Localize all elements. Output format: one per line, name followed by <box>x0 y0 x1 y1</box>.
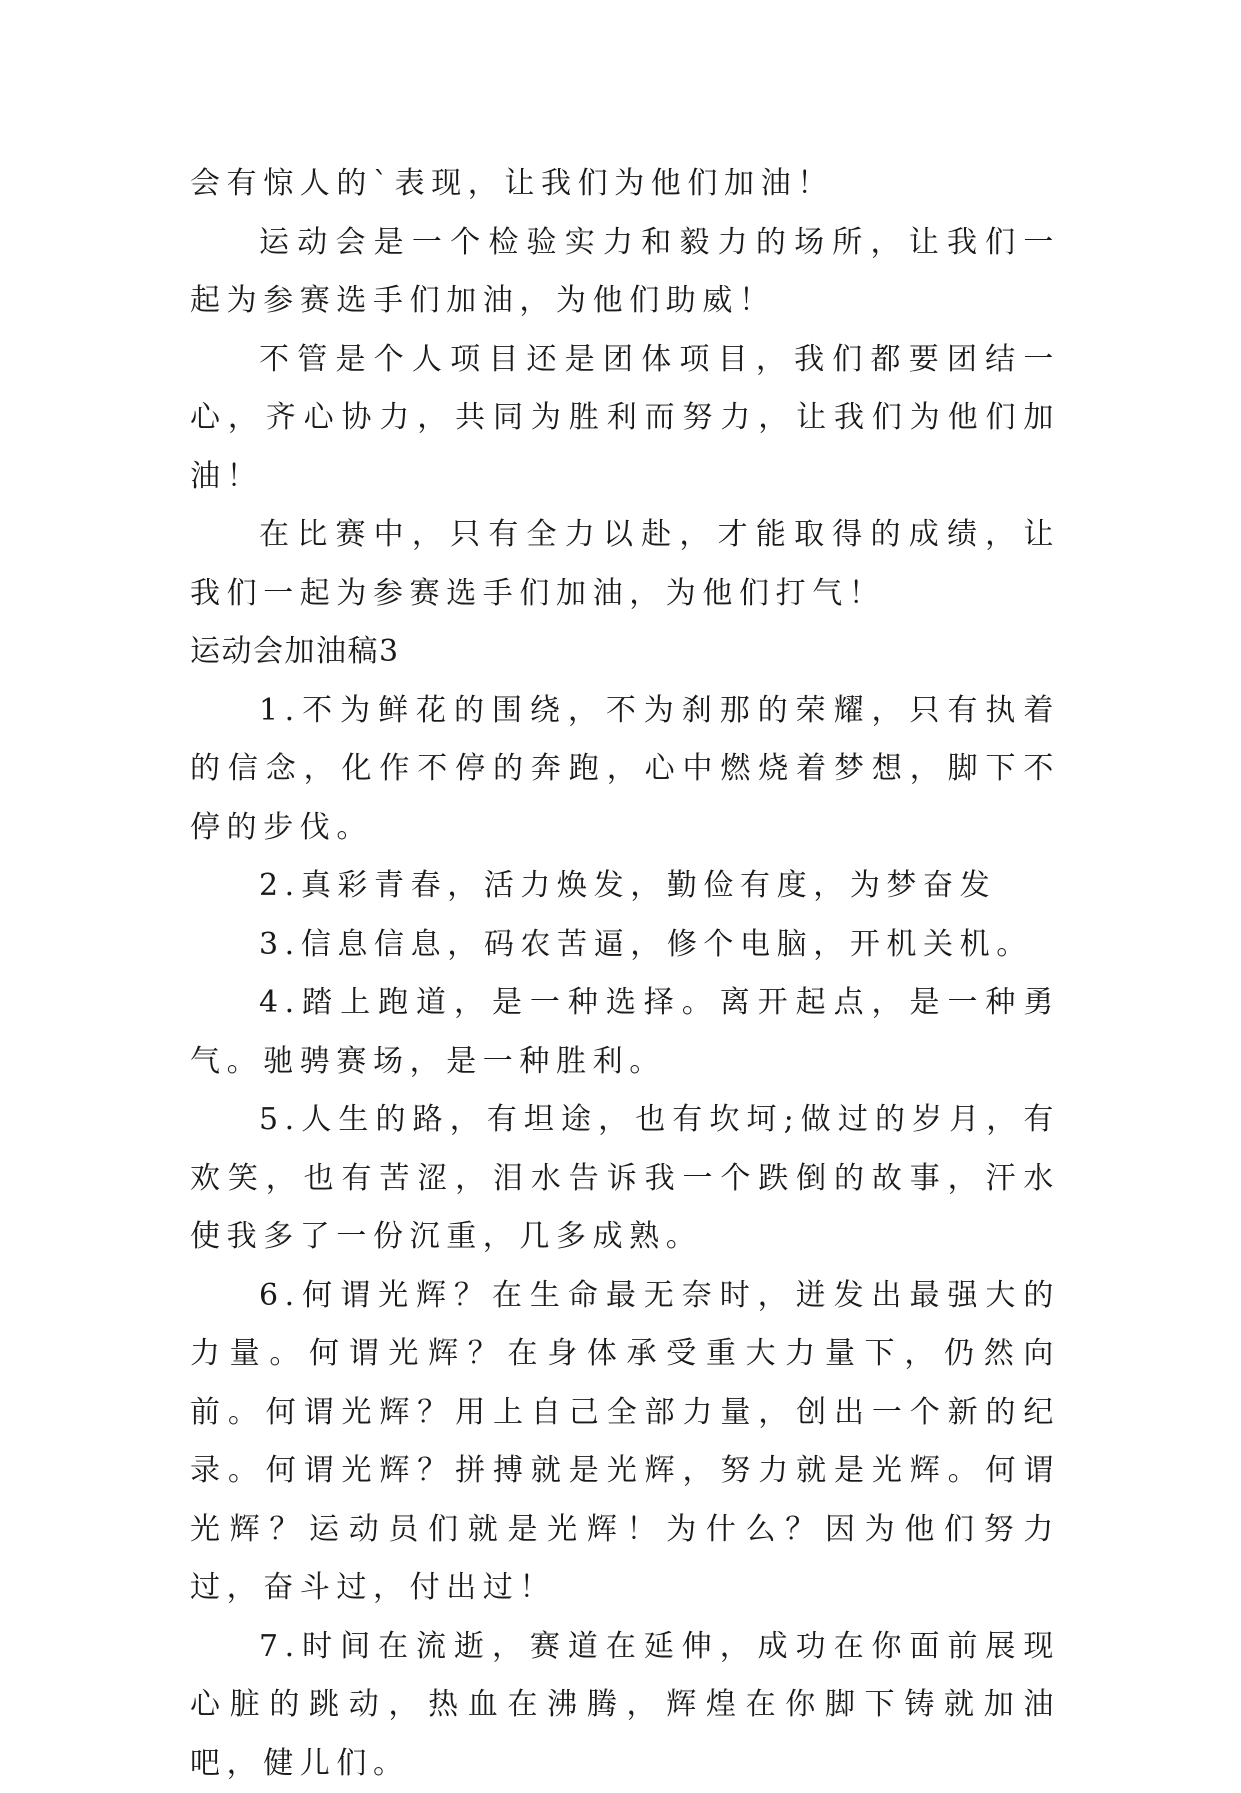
list-item: 5.人生的路，有坦途，也有坎坷;做过的岁月，有欢笑，也有苦涩，泪水告诉我一个跌倒的故事，汗水使我多了一份沉重，几多成熟。 <box>190 1091 1060 1267</box>
list-item: 2.真彩青春，活力焕发，勤俭有度，为梦奋发 <box>190 857 1060 916</box>
list-item: 1.不为鲜花的围绕，不为刹那的荣耀，只有执着的信念，化作不停的奔跑，心中燃烧着梦想，脚下不停的步伐。 <box>190 682 1060 858</box>
document-page <box>190 155 1060 1793</box>
list-item: 4.踏上跑道，是一种选择。离开起点，是一种勇气。驰骋赛场，是一种胜利。 <box>190 974 1060 1091</box>
list-item: 7.时间在流逝，赛道在延伸，成功在你面前展现心脏的跳动，热血在沸腾，辉煌在你脚下铸就加油吧，健儿们。 <box>190 1618 1060 1793</box>
list-item: 3.信息信息，码农苦逼，修个电脑，开机关机。 <box>190 916 1060 975</box>
paragraph: 运动会是一个检验实力和毅力的场所，让我们一起为参赛选手们加油，为他们助威！ <box>190 214 1060 331</box>
section-title: 运动会加油稿3 <box>190 623 1060 682</box>
paragraph: 在比赛中，只有全力以赴，才能取得的成绩，让我们一起为参赛选手们加油，为他们打气！ <box>190 506 1060 623</box>
paragraph: 不管是个人项目还是团体项目，我们都要团结一心，齐心协力，共同为胜利而努力，让我们为他们加油！ <box>190 331 1060 507</box>
paragraph-continued: 会有惊人的`表现，让我们为他们加油！ <box>190 155 1060 214</box>
list-item: 6.何谓光辉？在生命最无奈时，迸发出最强大的力量。何谓光辉？在身体承受重大力量下，仍然向前。何谓光辉？用上自己全部力量，创出一个新的纪录。何谓光辉？拼搏就是光辉，努力就是光辉。何谓光辉？运动员们就是光辉！为什么？因为他们努力过，奋斗过，付出过！ <box>190 1267 1060 1618</box>
